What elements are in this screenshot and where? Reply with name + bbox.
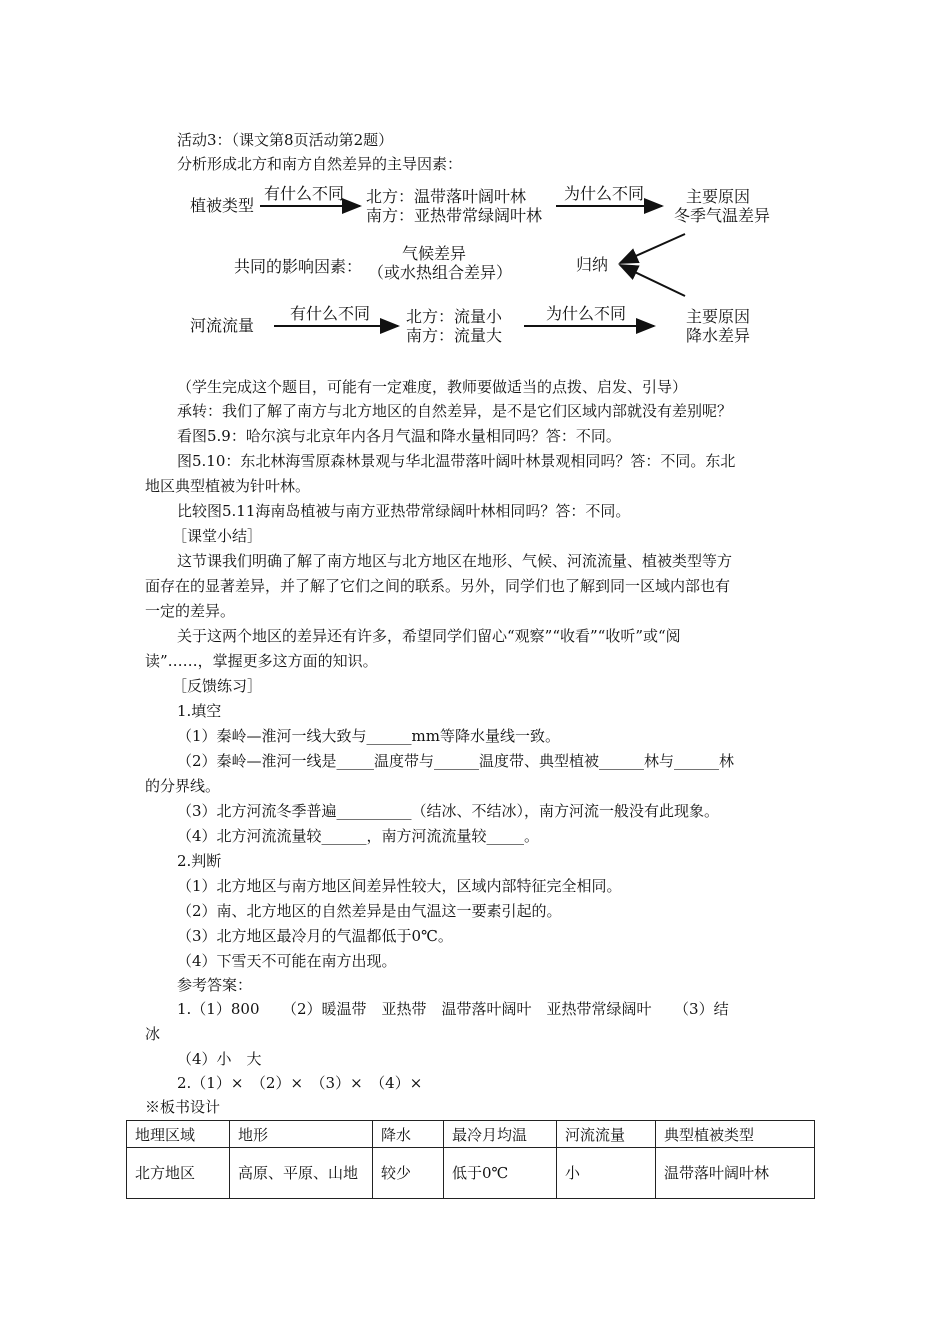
south-flow: 南方：流量大 xyxy=(406,326,503,345)
water-heat-diff: （或水热组合差异） xyxy=(368,263,513,282)
summary-para-2: 面存在的显著差异，并了解了它们之间的联系。另外，同学们也了解到同一区域内部也有 xyxy=(145,577,731,595)
fig-5-10-question-cont: 地区典型植被为针叶林。 xyxy=(145,477,311,495)
fill-blank-heading: 1.填空 xyxy=(177,702,222,720)
summary-para-1: 这节课我们明确了解了南方地区与北方地区在地形、气候、河流流量、植被类型等方 xyxy=(177,552,733,570)
judge-q4: （4）下雪天不可能在南方出现。 xyxy=(177,952,397,970)
judge-q3: （3）北方地区最冷月的气温都低于0℃。 xyxy=(177,927,453,945)
answer-1-cont: 冰 xyxy=(145,1025,161,1043)
table-header-cell: 地形 xyxy=(230,1121,373,1148)
winter-temp-diff: 冬季气温差异 xyxy=(674,206,771,225)
table-cell: 小 xyxy=(557,1148,656,1199)
fill-q2-cont: 的分界线。 xyxy=(145,777,221,795)
fill-q4: （4）北方河流流量较______，南方河流流量较_____。 xyxy=(177,827,540,845)
fill-q3: （3）北方河流冬季普遍__________（结冰、不结冰），南方河流一般没有此现象。 xyxy=(177,802,720,820)
answer-1-part4: （4）小 大 xyxy=(177,1050,262,1068)
teacher-note: （学生完成这个题目，可能有一定难度，教师要做适当的点拨、启发、引导） xyxy=(177,378,688,396)
judge-heading: 2.判断 xyxy=(177,852,222,870)
arrow-summarize-upper xyxy=(620,234,685,263)
judge-q2: （2）南、北方地区的自然差异是由气温这一要素引起的。 xyxy=(177,902,562,920)
analysis-line: 分析形成北方和南方自然差异的主导因素： xyxy=(177,155,463,173)
table-header-cell: 地理区域 xyxy=(127,1121,230,1148)
answer-1: 1.（1）800 （2）暖温带 亚热带 温带落叶阔叶 亚热带常绿阔叶 （3）结 xyxy=(177,1000,729,1018)
practice-heading: ［反馈练习］ xyxy=(172,677,263,695)
more-para-1: 关于这两个地区的差异还有许多，希望同学们留心“观察”“收看”“收听”或“阅 xyxy=(177,627,681,645)
common-factor-label: 共同的影响因素： xyxy=(234,257,363,276)
table-header-cell: 最冷月均温 xyxy=(444,1121,557,1148)
main-reason-top: 主要原因 xyxy=(686,187,751,206)
table-cell: 较少 xyxy=(373,1148,444,1199)
river-flow-label: 河流流量 xyxy=(190,316,255,335)
activity-title: 活动3：（课文第8页活动第2题） xyxy=(177,131,394,149)
transition-line: 承转：我们了解了南方与北方地区的自然差异，是不是它们区域内部就没有差别呢？ xyxy=(177,402,733,420)
summary-para-3: 一定的差异。 xyxy=(145,602,236,620)
judge-q1: （1）北方地区与南方地区间差异性较大，区域内部特征完全相同。 xyxy=(177,877,622,895)
arrow-summarize-lower xyxy=(620,265,685,296)
fill-q1: （1）秦岭—淮河一线大致与______mm等降水量线一致。 xyxy=(177,727,560,745)
board-design-heading: ※板书设计 xyxy=(145,1098,221,1116)
more-para-2: 读”……，掌握更多这方面的知识。 xyxy=(145,652,378,670)
table-cell: 低于0℃ xyxy=(444,1148,557,1199)
main-reason-bottom: 主要原因 xyxy=(686,307,751,326)
fig-5-9-question: 看图5.9：哈尔滨与北京年内各月气温和降水量相同吗？答：不同。 xyxy=(177,427,621,445)
precip-diff: 降水差异 xyxy=(686,326,751,345)
summary-heading: ［课堂小结］ xyxy=(172,527,263,545)
table-row xyxy=(127,1148,815,1199)
south-vegetation: 南方：亚热带常绿阔叶林 xyxy=(366,206,543,225)
fig-5-10-question: 图5.10：东北林海雪原森林景观与华北温带落叶阔叶林景观相同吗？答：不同。东北 xyxy=(177,452,736,470)
fig-5-11-question: 比较图5.11海南岛植被与南方亚热带常绿阔叶林相同吗？答：不同。 xyxy=(177,502,631,520)
table-cell: 北方地区 xyxy=(127,1148,230,1199)
answer-2: 2.（1）× （2）× （3）× （4）× xyxy=(177,1074,423,1092)
north-flow: 北方：流量小 xyxy=(406,307,503,326)
table-header-cell: 典型植被类型 xyxy=(656,1121,815,1148)
diff-label-top: 有什么不同 xyxy=(264,184,345,203)
factor-diagram xyxy=(180,178,800,358)
answer-heading: 参考答案： xyxy=(177,976,253,994)
table-header-row xyxy=(127,1121,815,1148)
why-label-bottom: 为什么不同 xyxy=(546,304,627,323)
climate-diff: 气候差异 xyxy=(402,244,467,263)
vegetation-label: 植被类型 xyxy=(190,196,255,215)
table-header-cell: 降水 xyxy=(373,1121,444,1148)
summarize-label: 归纳 xyxy=(576,255,609,274)
board-design-table xyxy=(126,1120,815,1199)
table-cell: 温带落叶阔叶林 xyxy=(656,1148,815,1199)
north-vegetation: 北方：温带落叶阔叶林 xyxy=(366,187,527,206)
fill-q2: （2）秦岭—淮河一线是_____温度带与______温度带、典型植被______林与______林 xyxy=(177,752,735,770)
table-header-cell: 河流流量 xyxy=(557,1121,656,1148)
table-cell: 高原、平原、山地 xyxy=(230,1148,373,1199)
why-label-top: 为什么不同 xyxy=(564,184,645,203)
diff-label-bottom: 有什么不同 xyxy=(290,304,371,323)
